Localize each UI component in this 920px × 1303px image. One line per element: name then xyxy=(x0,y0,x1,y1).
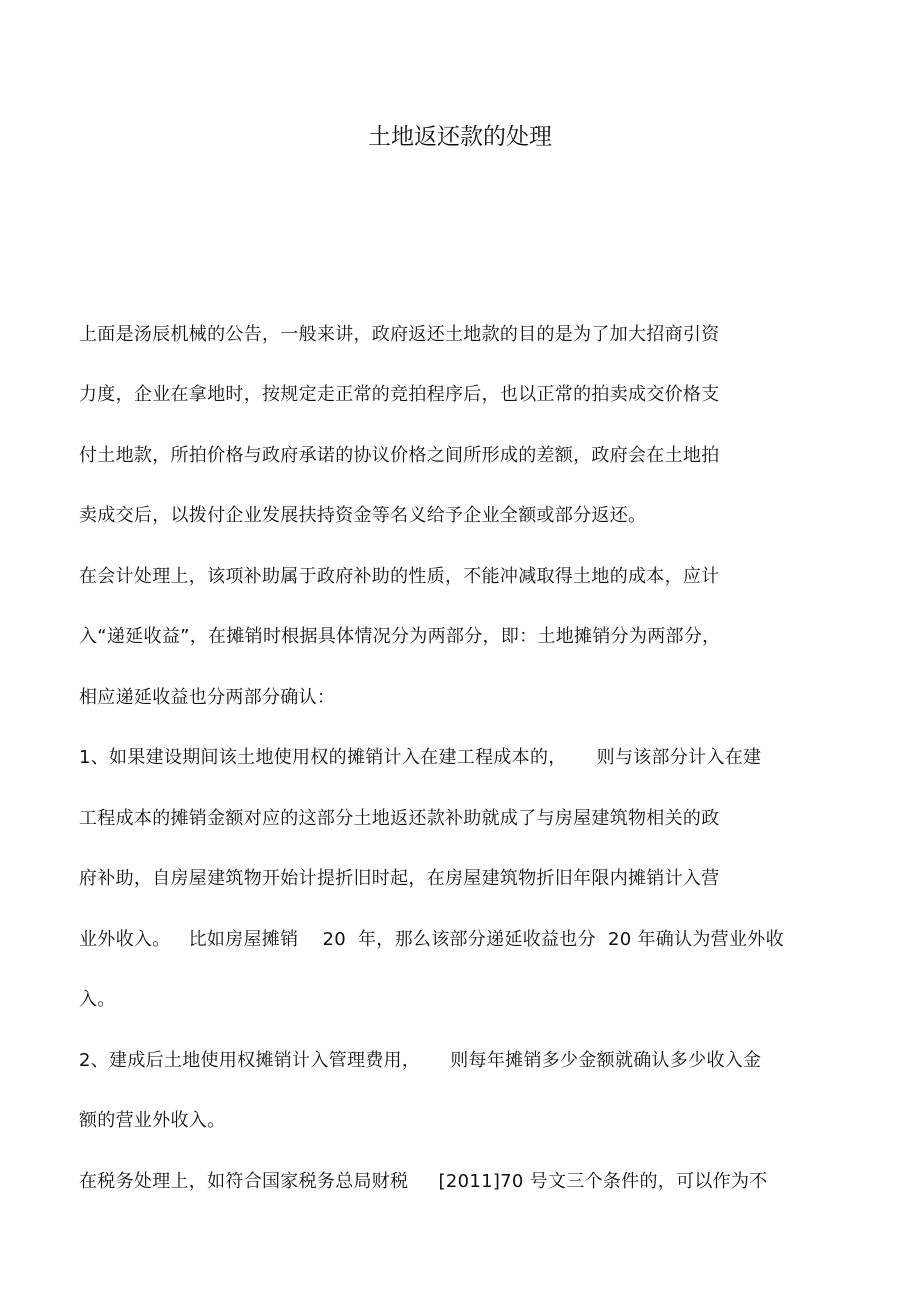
paragraph-line: 业外收入。 比如房屋摊销 20 年，那么该部分递延收益也分 20 年确认为营业外收 xyxy=(79,929,784,950)
paragraph-line: 在会计处理上，该项补助属于政府补助的性质，不能冲减取得土地的成本，应计 xyxy=(79,566,720,587)
paragraph-line: 工程成本的摊销金额对应的这部分土地返还款补助就成了与房屋建筑物相关的政 xyxy=(79,808,720,829)
paragraph-line: 入“递延收益”，在摊销时根据具体情况分为两部分，即：土地摊销分为两部分， xyxy=(79,626,721,647)
paragraph-line: 2、建成后土地使用权摊销计入管理费用， 则每年摊销多少金额就确认多少收入金 xyxy=(79,1050,762,1071)
paragraph-line: 卖成交后，以拨付企业发展扶持资金等名义给予企业全额或部分返还。 xyxy=(79,505,647,526)
document-title: 土地返还款的处理 xyxy=(368,124,552,150)
paragraph-line: 额的营业外收入。 xyxy=(79,1110,226,1131)
paragraph-line: 力度，企业在拿地时，按规定走正常的竞拍程序后，也以正常的拍卖成交价格支 xyxy=(79,384,720,405)
paragraph-line: 1、如果建设期间该土地使用权的摊销计入在建工程成本的， 则与该部分计入在建 xyxy=(79,747,762,768)
paragraph-line: 上面是汤辰机械的公告，一般来讲，政府返还土地款的目的是为了加大招商引资 xyxy=(79,324,720,345)
paragraph-line: 相应递延收益也分两部分确认： xyxy=(79,687,336,708)
paragraph-line: 在税务处理上，如符合国家税务总局财税 [2011]70 号文三个条件的，可以作为不 xyxy=(79,1171,768,1192)
paragraph-line: 付土地款，所拍价格与政府承诺的协议价格之间所形成的差额，政府会在土地拍 xyxy=(79,445,720,466)
paragraph-line: 入。 xyxy=(79,989,116,1010)
paragraph-line: 府补助，自房屋建筑物开始计提折旧时起，在房屋建筑物折旧年限内摊销计入营 xyxy=(79,868,720,889)
